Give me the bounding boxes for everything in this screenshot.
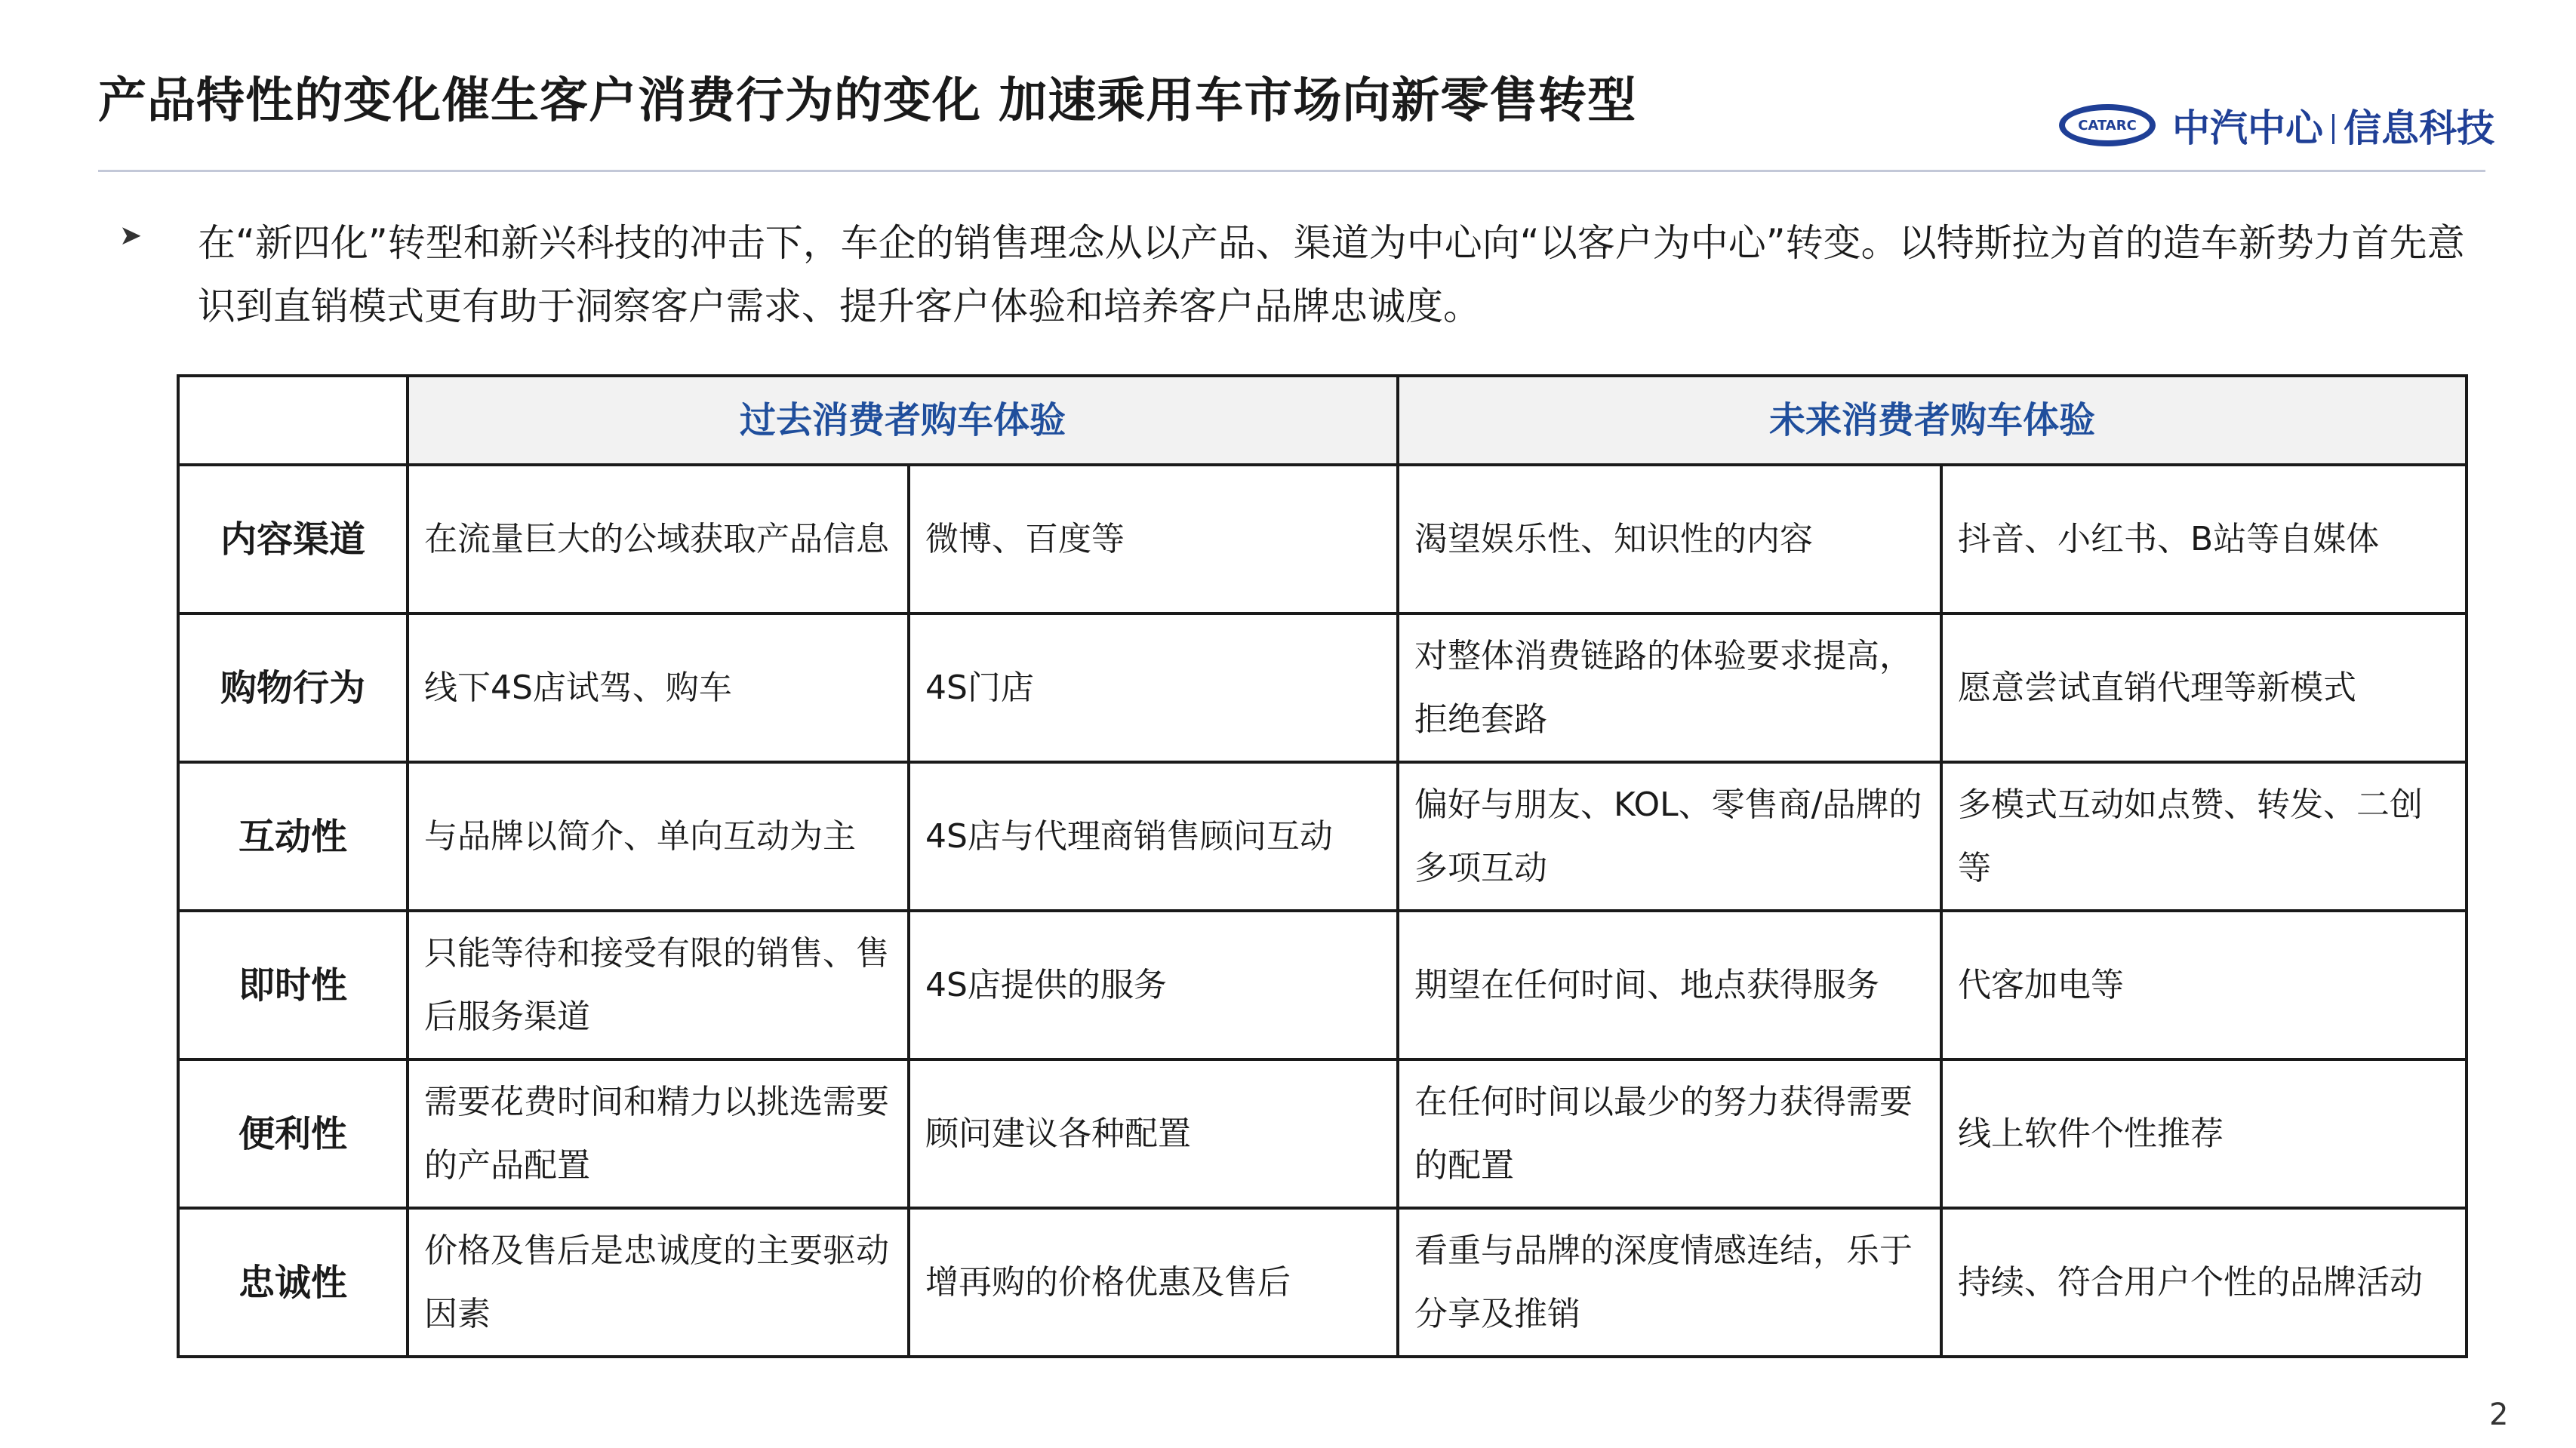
table-cell: 期望在任何时间、地点获得服务: [1398, 911, 1941, 1059]
table-row: [178, 613, 2467, 762]
table-cell: 价格及售后是忠诚度的主要驱动因素: [408, 1208, 909, 1357]
table-cell: 线下4S店试驾、购车: [408, 613, 909, 762]
table-cell: 需要花费时间和精力以挑选需要的产品配置: [408, 1059, 909, 1208]
table-cell: 顾问建议各种配置: [909, 1059, 1398, 1208]
intro-paragraph: 在“新四化”转型和新兴科技的冲击下，车企的销售理念从以产品、渠道为中心向“以客户为中心”转变。以特斯拉为首的造车新势力首先意识到直销模式更有助于洞察客户需求、提升客户体验和培养客户品牌忠诚度。: [198, 221, 2465, 328]
table-cell: 在流量巨大的公域获取产品信息: [408, 465, 909, 613]
comparison-table: [177, 374, 2468, 1358]
table-cell: 只能等待和接受有限的销售、售后服务渠道: [408, 911, 909, 1059]
table-row: [178, 911, 2467, 1059]
table-cell: 抖音、小红书、B站等自媒体: [1941, 465, 2467, 613]
table-cell: 渴望娱乐性、知识性的内容: [1398, 465, 1941, 613]
row-label: 内容渠道: [178, 465, 408, 613]
page-number: 2: [2489, 1397, 2509, 1432]
table-row: [178, 1208, 2467, 1357]
table-cell: 增再购的价格优惠及售后: [909, 1208, 1398, 1357]
logo-name: 中汽中心: [2172, 106, 2323, 150]
table-cell: 愿意尝试直销代理等新模式: [1941, 613, 2467, 762]
table-cell: 线上软件个性推荐: [1941, 1059, 2467, 1208]
table-cell: 在任何时间以最少的努力获得需要的配置: [1398, 1059, 1941, 1208]
table-row: [178, 1059, 2467, 1208]
row-label: 互动性: [178, 762, 408, 911]
table-cell: 对整体消费链路的体验要求提高，拒绝套路: [1398, 613, 1941, 762]
row-label: 忠诚性: [178, 1208, 408, 1357]
table-row: [178, 762, 2467, 911]
company-logo: [2059, 97, 2494, 154]
past-experience-header: 过去消费者购车体验: [408, 376, 1398, 465]
catarc-logo-icon: CATARC: [2059, 104, 2156, 146]
row-label: 便利性: [178, 1059, 408, 1208]
table-cell: 与品牌以简介、单向互动为主: [408, 762, 909, 911]
table-corner-cell: [178, 376, 408, 465]
slide-title: 产品特性的变化催生客户消费行为的变化 加速乘用车市场向新零售转型: [98, 73, 1637, 129]
table-cell: 微博、百度等: [909, 465, 1398, 613]
table-cell: 偏好与朋友、KOL、零售商/品牌的多项互动: [1398, 762, 1941, 911]
table-header-row: [178, 376, 2467, 465]
table-cell: 持续、符合用户个性的品牌活动: [1941, 1208, 2467, 1357]
arrow-bullet-icon: ➤: [119, 220, 143, 251]
table-cell: 4S店提供的服务: [909, 911, 1398, 1059]
table-cell: 看重与品牌的深度情感连结，乐于分享及推销: [1398, 1208, 1941, 1357]
table-cell: 多模式互动如点赞、转发、二创等: [1941, 762, 2467, 911]
title-divider: [98, 170, 2485, 172]
logo-subname: 信息科技: [2344, 106, 2494, 150]
row-label: 即时性: [178, 911, 408, 1059]
table-cell: 代客加电等: [1941, 911, 2467, 1059]
future-experience-header: 未来消费者购车体验: [1398, 376, 2467, 465]
logo-text: [2172, 98, 2494, 152]
logo-separator: [2332, 114, 2334, 144]
table-cell: 4S门店: [909, 613, 1398, 762]
table-row: [178, 465, 2467, 613]
row-label: 购物行为: [178, 613, 408, 762]
table-cell: 4S店与代理商销售顾问互动: [909, 762, 1398, 911]
